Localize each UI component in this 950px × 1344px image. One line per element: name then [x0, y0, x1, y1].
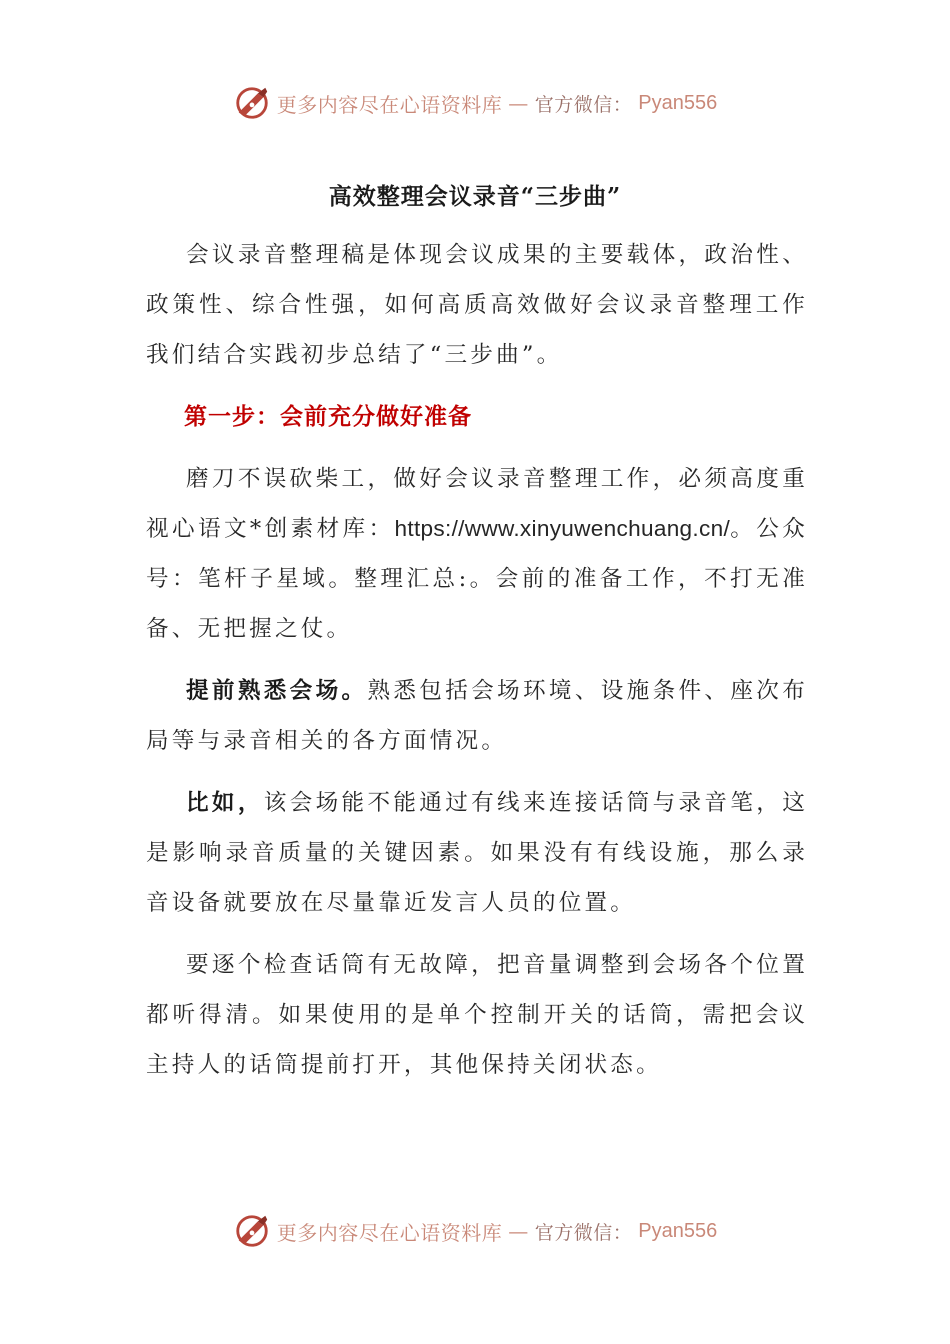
paragraph-text: 熟悉包括会场环境、设施条件、座次布局等与录音相关的各方面情况。	[146, 678, 808, 754]
banner-wechat-label: 官方微信：	[534, 1221, 633, 1244]
paragraph-lead: 提前熟悉会场。	[186, 678, 368, 704]
intro-paragraph: 会议录音整理稿是体现会议成果的主要载体，政治性、政策性、综合性强，如何高质高效做好会议录音整理工作我们结合实践初步总结了“三步曲”。	[146, 242, 808, 368]
banner-dash: —	[508, 91, 529, 115]
paragraph-lead: 比如，	[186, 790, 264, 816]
document-body	[146, 230, 808, 1102]
banner-wechat-label: 官方微信：	[534, 93, 633, 116]
source-url-link[interactable]: https://www.xinyuwenchuang.cn/	[394, 516, 731, 541]
footer-banner	[0, 1212, 950, 1250]
pen-nib-logo-icon	[233, 84, 271, 122]
banner-text: 更多内容尽在心语资料库	[276, 1220, 503, 1245]
document-title: 高效整理会议录音“三步曲”	[328, 183, 622, 210]
header-banner	[0, 84, 950, 122]
banner-wechat-id: Pyan556	[638, 91, 718, 114]
paragraph-microphone: 要逐个检查话筒有无故障，把音量调整到会场各个位置都听得清。如果使用的是单个控制开关的话筒，需把会议主持人的话筒提前打开，其他保持关闭状态。	[146, 952, 808, 1078]
paragraph-example	[146, 778, 808, 928]
paragraph-text: 磨刀不误砍柴工，做好会议录音整理工作，必须高度重视心语文*创素材库：	[146, 466, 808, 542]
paragraph-preparation	[146, 454, 808, 654]
banner-wechat-id: Pyan556	[638, 1219, 718, 1242]
banner-dash: —	[508, 1219, 529, 1243]
banner-text: 更多内容尽在心语资料库	[276, 92, 503, 117]
step1-heading: 第一步：会前充分做好准备	[184, 403, 472, 430]
pen-nib-logo-icon	[233, 1212, 271, 1250]
paragraph-text: 。公众号：笔杆子星域。整理汇总:。会前的准备工作，不打无准备、无把握之仗。	[146, 516, 808, 642]
paragraph-venue	[146, 666, 808, 766]
paragraph-text: 该会场能不能通过有线来连接话筒与录音笔，这是影响录音质量的关键因素。如果没有有线设施，那么录音设备就要放在尽量靠近发言人员的位置。	[146, 790, 808, 916]
